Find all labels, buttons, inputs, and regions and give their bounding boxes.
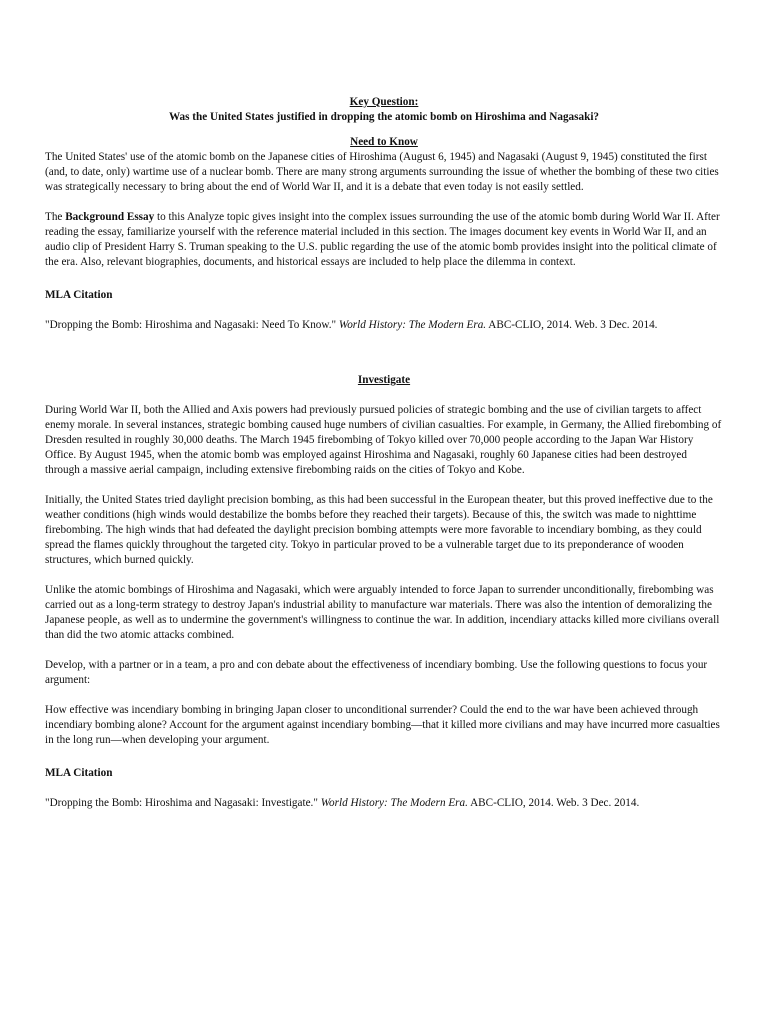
investigate-paragraph-2: Initially, the United States tried daylight precision bombing, as this had been successful in the European theater, but this proved ineffective due to the weather conditions (high winds would destabilize the bombs before they reached their targets). Because of this, the switch was made to nighttime firebombing. The high winds that had defeated the daylight precision bombing attempts were more favorable to incendiary bombing, as they could spread the flames quickly throughout the targeted city. Tokyo in particular proved to be a vulnerable target due to its preponderance of wooden structures, which burned quickly. <box>45 494 713 566</box>
para2-lead: The <box>45 211 66 223</box>
mla-citation-heading-1: MLA Citation <box>45 289 113 301</box>
para2-rest: to this Analyze topic gives insight into the complex issues surrounding the use of the atomic bomb during World War II. After reading the essay, familiarize yourself with the reference material included in this section. The images document key events in World War II, and an audio clip of President Harry S. Truman speaking to the U.S. public regarding the use of the atomic bomb provides insight into the political climate of the era. Also, relevant biographies, documents, and historical essays are included to help place the dilemma in context. <box>45 211 720 268</box>
investigate-paragraph-3: Unlike the atomic bombings of Hiroshima and Nagasaki, which were arguably intended to force Japan to surrender unconditionally, firebombing was carried out as a long-term strategy to destroy Japan's industrial ability to manufacture war materials. There was also the intention of demoralizing the Japanese people, as well as to undermine the government's willingness to continue the war. In addition, incendiary attacks killed more civilians overall than did the two atomic attacks combined. <box>45 584 720 641</box>
citation-1-title: "Dropping the Bomb: Hiroshima and Nagasaki: Need To Know." <box>45 319 339 331</box>
citation-2-details: ABC-CLIO, 2014. Web. 3 Dec. 2014. <box>467 797 640 809</box>
key-question-text: Was the United States justified in dropping the atomic bomb on Hiroshima and Nagasaki? <box>168 111 600 123</box>
mla-citation-1 <box>45 318 723 333</box>
need-to-know-paragraph-1: The United States' use of the atomic bomb on the Japanese cities of Hiroshima (August 6, 1945) and Nagasaki (August 9, 1945) constituted the first (and, to date, only) wartime use of a nuclear bomb. There are many strong arguments surrounding the issue of whether the bombing of these two cities was strategically necessary to bring about the end of World War II, and it is a debate that even today is not easily settled. <box>45 151 719 193</box>
investigate-paragraph-1: During World War II, both the Allied and Axis powers had previously pursued policies of strategic bombing and the use of civilian targets to affect enemy morale. In several instances, strategic bombing caused huge numbers of civilian casualties. For example, in Germany, the Allied firebombing of Dresden resulted in roughly 30,000 deaths. The March 1945 firebombing of Tokyo killed over 70,000 people according to the Japan War History Office. By August 1945, when the atomic bomb was employed against Hiroshima and Nagasaki, roughly 60 Japanese cities had been destroyed through a massive aerial campaign, including extensive firebombing raids on the cities of Tokyo and Kobe. <box>45 404 722 476</box>
citation-1-details: ABC-CLIO, 2014. Web. 3 Dec. 2014. <box>486 319 658 331</box>
mla-citation-heading-2: MLA Citation <box>45 767 113 779</box>
citation-2-title: "Dropping the Bomb: Hiroshima and Nagasaki: Investigate." <box>45 797 321 809</box>
investigate-paragraph-5: How effective was incendiary bombing in bringing Japan closer to unconditional surrender? Could the end to the war have been achieved through incendiary bombing alone? Account for the argument against incendiary bombing—that it killed more civilians and may have incurred more casualties in the long run—when developing your argument. <box>45 704 720 746</box>
need-to-know-paragraph-2 <box>45 210 723 270</box>
key-question-label: Key Question: <box>349 96 419 108</box>
background-essay-term: Background Essay <box>65 211 155 223</box>
citation-1-source: World History: The Modern Era. <box>338 319 487 331</box>
investigate-paragraph-4: Develop, with a partner or in a team, a pro and con debate about the effectiveness of incendiary bombing. Use the following questions to focus your argument: <box>45 659 708 686</box>
mla-citation-2 <box>45 796 723 811</box>
citation-2-source: World History: The Modern Era. <box>320 797 468 809</box>
need-to-know-heading: Need to Know <box>350 136 418 148</box>
key-question-block <box>45 95 723 125</box>
document-body <box>45 95 723 811</box>
investigate-heading: Investigate <box>357 374 411 386</box>
